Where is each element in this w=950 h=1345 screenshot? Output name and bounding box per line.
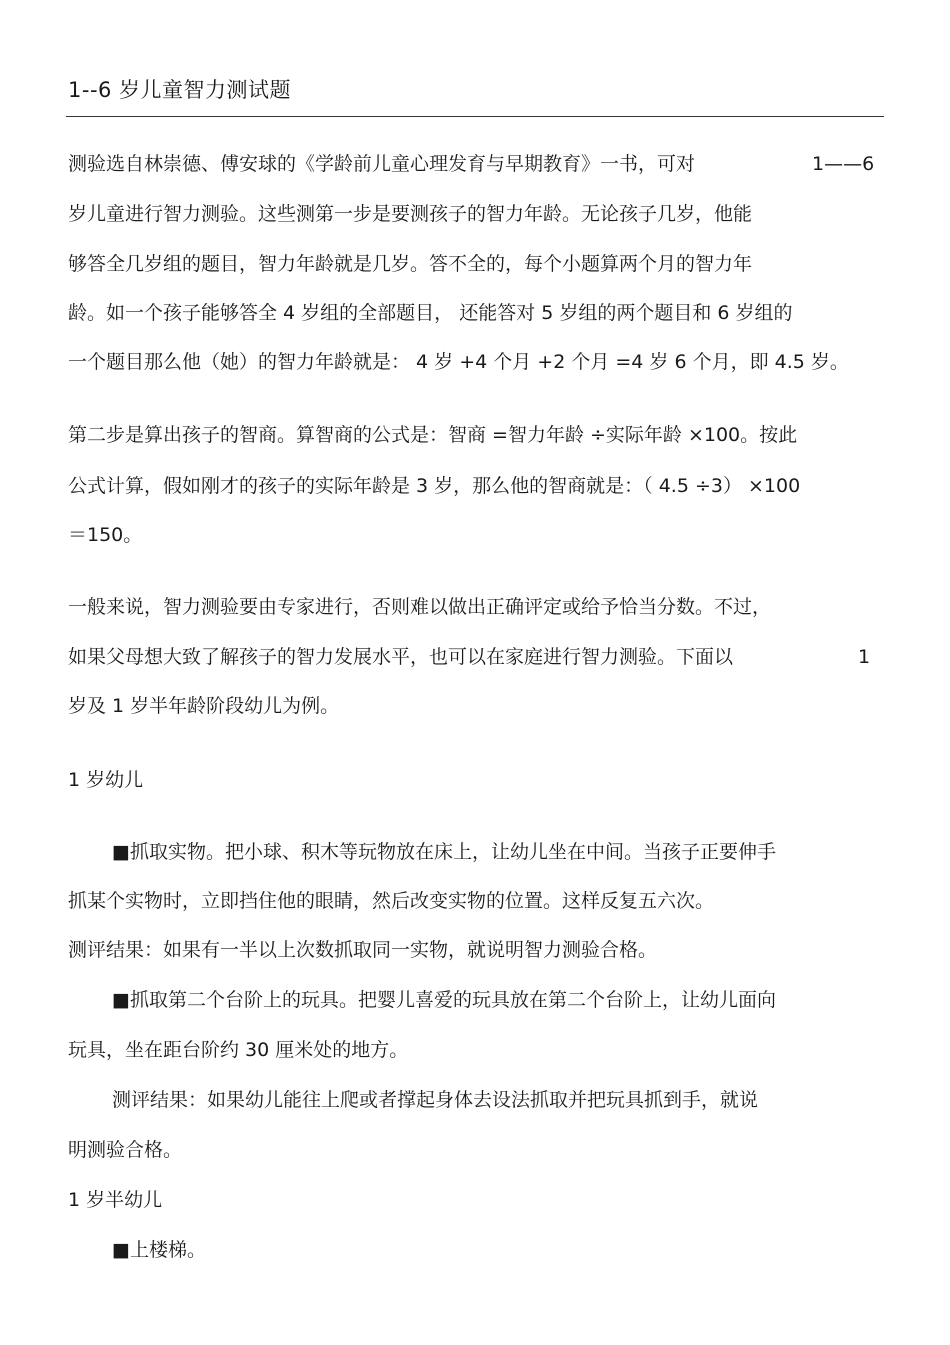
paragraph1-line4: 龄。如一个孩子能够答全 4 岁组的全部题目， 还能答对 5 岁组的两个题目和 6 岁组的 bbox=[68, 302, 793, 324]
paragraph1-line1: 测验选自林崇德、傅安球的《学龄前儿童心理发育与早期教育》一书，可对 bbox=[68, 153, 696, 175]
paragraph1-line5: 一个题目那么他（她）的智力年龄就是： 4 岁 +4 个月 +2 个月 =4 岁 6 个月，即 4.5 岁。 bbox=[68, 351, 849, 373]
section1-item1-line1: ■抓取实物。把小球、积木等玩物放在床上，让幼儿坐在中间。当孩子正要伸手 bbox=[112, 841, 776, 863]
paragraph3-line2: 如果父母想大致了解孩子的智力发展水平，也可以在家庭进行智力测验。下面以 bbox=[68, 646, 734, 668]
section1-heading: 1 岁幼儿 bbox=[68, 769, 144, 791]
section1-item2-line1: ■抓取第二个台阶上的玩具。把婴儿喜爱的玩具放在第二个台阶上，让幼儿面向 bbox=[112, 989, 776, 1011]
section2-item1: ■上楼梯。 bbox=[112, 1239, 206, 1261]
title-divider bbox=[66, 116, 884, 117]
paragraph3-line3: 岁及 1 岁半年龄阶段幼儿为例。 bbox=[68, 695, 340, 717]
paragraph1-line2: 岁儿童进行智力测验。这些测第一步是要测孩子的智力年龄。无论孩子几岁，他能 bbox=[68, 203, 753, 225]
section1-item2-line2: 玩具，坐在距台阶约 30 厘米处的地方。 bbox=[68, 1039, 409, 1061]
paragraph3-line2-tail: 1 bbox=[858, 646, 871, 668]
section1-item2-result-line1: 测评结果：如果幼儿能往上爬或者撑起身体去设法抓取并把玩具抓到手，就说 bbox=[112, 1089, 759, 1111]
section1-item1-result: 测评结果：如果有一半以上次数抓取同一实物，就说明智力测验合格。 bbox=[68, 939, 658, 961]
section2-heading: 1 岁半幼儿 bbox=[68, 1189, 163, 1211]
document-title: 1--6 岁儿童智力测试题 bbox=[68, 78, 292, 102]
paragraph2-line1: 第二步是算出孩子的智商。算智商的公式是：智商 =智力年龄 ÷实际年龄 ×100。按此 bbox=[68, 424, 798, 446]
section1-item1-line2: 抓某个实物时，立即挡住他的眼睛，然后改变实物的位置。这样反复五六次。 bbox=[68, 890, 715, 912]
paragraph3-line1: 一般来说，智力测验要由专家进行，否则难以做出正确评定或给予恰当分数。不过， bbox=[68, 596, 772, 618]
section1-item2-result-line2: 明测验合格。 bbox=[68, 1139, 183, 1161]
paragraph2-line2: 公式计算，假如刚才的孩子的实际年龄是 3 岁，那么他的智商就是：（ 4.5 ÷3） ×100 bbox=[68, 475, 801, 497]
paragraph2-line3: ＝150。 bbox=[68, 524, 143, 546]
paragraph1-line1-tail: 1——6 bbox=[812, 153, 875, 175]
paragraph1-line3: 够答全几岁组的题目，智力年龄就是几岁。答不全的，每个小题算两个月的智力年 bbox=[68, 253, 753, 275]
